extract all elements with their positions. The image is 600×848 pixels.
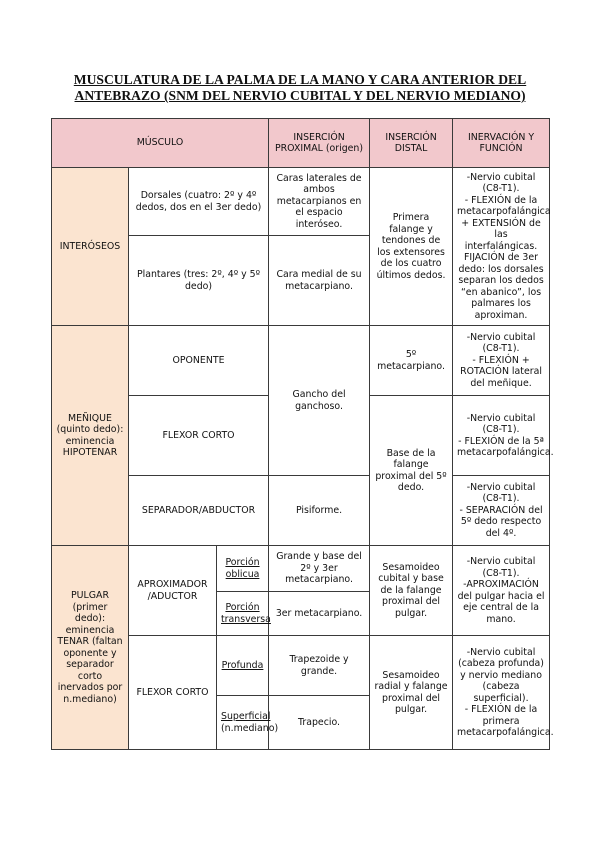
portion-superficial xyxy=(217,696,279,750)
title-line-2: ANTEBRAZO (SNM DEL NERVIO CUBITAL Y DEL NERVIO MEDIANO) xyxy=(74,88,526,103)
group-menique: MEÑIQUE (quinto dedo): eminencia HIPOTENAR xyxy=(52,326,129,546)
inervacion-aproximador: -Nervio cubital (C8-T1). -APROXIMACIÓN del pulgar hacia el eje central de la mano. xyxy=(453,546,550,636)
header-insercion-distal: INSERCIÓN DISTAL xyxy=(370,119,453,168)
distal-base-falange: Base de la falange proximal del 5º dedo. xyxy=(370,396,453,546)
portion-oblicua: Porción oblicua xyxy=(217,546,269,592)
portion-transversa: Porción transversa xyxy=(217,592,269,636)
distal-aproximador: Sesamoideo cubital y base de la falange proximal del pulgar. xyxy=(370,546,453,636)
group-interoseos: INTERÓSEOS xyxy=(52,168,129,326)
header-inervacion: INERVACIÓN Y FUNCIÓN xyxy=(453,119,550,168)
proximal-profunda: Trapezoide y grande. xyxy=(269,636,370,696)
muscle-flexor-corto-menique: FLEXOR CORTO xyxy=(129,396,269,476)
proximal-plantares: Cara medial de su metacarpiano. xyxy=(269,236,370,326)
table-row xyxy=(52,326,550,396)
header-musculo: MÚSCULO xyxy=(52,119,269,168)
document-title xyxy=(40,72,560,104)
proximal-transversa: 3er metacarpiano. xyxy=(269,592,370,636)
portion-superficial-label: Superficial xyxy=(221,711,271,722)
muscle-aproximador: APROXIMADOR /ADUCTOR xyxy=(129,546,217,636)
proximal-superficial: Trapecio. xyxy=(269,696,370,750)
muscle-flexor-corto-pulgar: FLEXOR CORTO xyxy=(129,636,217,750)
header-insercion-proximal: INSERCIÓN PROXIMAL (origen) xyxy=(269,119,370,168)
distal-oponente: 5º metacarpiano. xyxy=(370,326,453,396)
inervacion-flexor-pulgar: -Nervio cubital (cabeza profunda) y nervio mediano (cabeza superficial). - FLEXIÓN de la primera metacarpofalángica. xyxy=(453,636,550,750)
table-row xyxy=(52,546,550,592)
muscle-plantares: Plantares (tres: 2º, 4º y 5º dedo) xyxy=(129,236,269,326)
inervacion-separador: -Nervio cubital (C8-T1). - SEPARACIÓN del 5º dedo respecto del 4º. xyxy=(453,476,550,546)
muscle-table xyxy=(51,118,554,750)
muscle-dorsales: Dorsales (cuatro: 2º y 4º dedos, dos en el 3er dedo) xyxy=(129,168,269,236)
portion-profunda: Profunda xyxy=(217,636,269,696)
inervacion-interoseos: -Nervio cubital (C8-T1). - FLEXIÓN de la metacarpofalángica + EXTENSIÓN de las interfalángicas. FIJACIÓN de 3er dedo: los dorsales separan los dedos “en abanico”, los palmares los aproximan. xyxy=(453,168,550,326)
proximal-dorsales: Caras laterales de ambos metacarpianos en el espacio interóseo. xyxy=(269,168,370,236)
muscle-oponente: OPONENTE xyxy=(129,326,269,396)
table-row xyxy=(52,168,550,236)
proximal-pisiforme: Pisiforme. xyxy=(269,476,370,546)
title-line-1: MUSCULATURA DE LA PALMA DE LA MANO Y CARA ANTERIOR DEL xyxy=(73,72,527,87)
header-row xyxy=(52,119,550,168)
distal-flexor-pulgar: Sesamoideo radial y falange proximal del pulgar. xyxy=(370,636,453,750)
proximal-gancho: Gancho del ganchoso. xyxy=(269,326,370,476)
muscle-separador: SEPARADOR/ABDUCTOR xyxy=(129,476,269,546)
group-pulgar: PULGAR (primer dedo): eminencia TENAR (faltan oponente y separador corto inervados por n.mediano) xyxy=(52,546,129,750)
proximal-oblicua: Grande y base del 2º y 3er metacarpiano. xyxy=(269,546,370,592)
inervacion-flexor-menique: -Nervio cubital (C8-T1). - FLEXIÓN de la 5ª metacarpofalángica. xyxy=(453,396,550,476)
portion-superficial-note: (n.mediano) xyxy=(221,722,279,734)
inervacion-oponente: -Nervio cubital (C8-T1). - FLEXIÓN + ROTACIÓN lateral del meñique. xyxy=(453,326,550,396)
distal-interoseos: Primera falange y tendones de los extensores de los cuatro últimos dedos. xyxy=(370,168,453,326)
